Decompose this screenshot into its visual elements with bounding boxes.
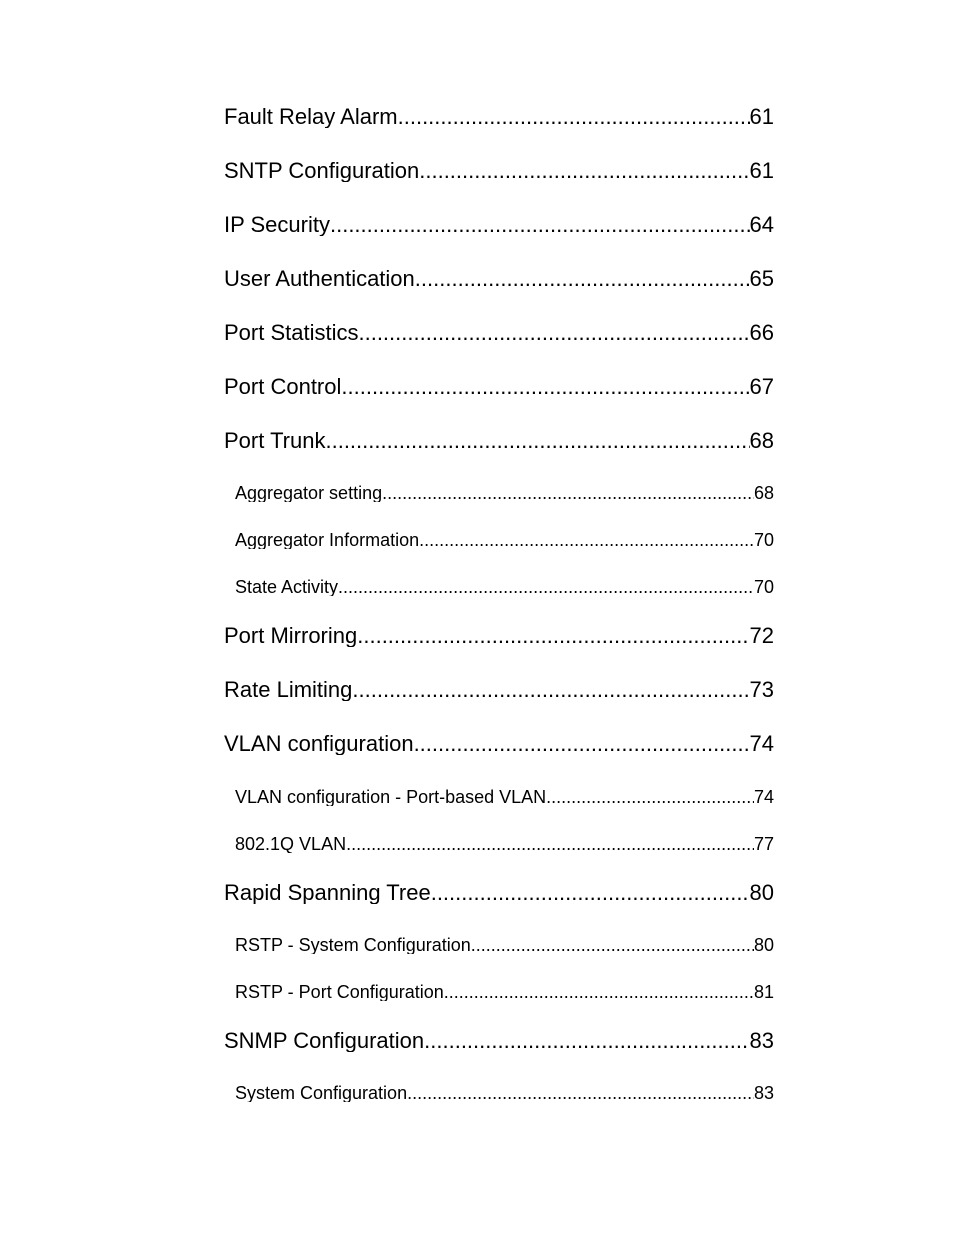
toc-entry-title: Rapid Spanning Tree: [224, 882, 431, 904]
toc-subentry[interactable]: [235, 484, 774, 502]
toc-subentry[interactable]: [235, 983, 774, 1001]
toc-entry[interactable]: [224, 679, 774, 701]
dot-leader: [325, 430, 749, 452]
dot-leader: [415, 268, 750, 290]
toc-entry[interactable]: [224, 376, 774, 398]
dot-leader: [398, 106, 750, 128]
toc-entry-page: 81: [753, 983, 774, 1001]
toc-entry-page: 61: [749, 160, 774, 182]
toc-entry-title: Port Control: [224, 376, 342, 398]
dot-leader: [471, 936, 754, 954]
toc-entry-page: 64: [749, 214, 774, 236]
toc-entry-title: User Authentication: [224, 268, 415, 290]
dot-leader: [346, 835, 754, 853]
toc-entry-page: 74: [749, 733, 774, 755]
toc-subentry[interactable]: [235, 788, 774, 806]
toc-entry[interactable]: [224, 322, 774, 344]
toc-entry-title: Aggregator setting: [235, 484, 383, 502]
dot-leader: [338, 578, 754, 596]
dot-leader: [419, 160, 749, 182]
toc-entry-page: 72: [749, 625, 774, 647]
toc-entry-title: Port Statistics: [224, 322, 359, 344]
toc-entry-title: Aggregator Information: [235, 531, 420, 549]
toc-entry-title: 802.1Q VLAN: [235, 835, 347, 853]
dot-leader: [431, 882, 750, 904]
toc-entry[interactable]: [224, 882, 774, 904]
toc-entry-page: 65: [749, 268, 774, 290]
toc-entry[interactable]: [224, 214, 774, 236]
toc-entry-title: State Activity: [235, 578, 339, 596]
dot-leader: [424, 1030, 749, 1052]
toc-subentry[interactable]: [235, 578, 774, 596]
toc-entry-title: Port Mirroring: [224, 625, 358, 647]
toc-entry-title: SNTP Configuration: [224, 160, 420, 182]
toc-entry[interactable]: [224, 106, 774, 128]
toc-entry-title: VLAN configuration - Port-based VLAN: [235, 788, 547, 806]
dot-leader: [414, 733, 750, 755]
toc-entry-page: 74: [753, 788, 774, 806]
toc-entry-title: Port Trunk: [224, 430, 326, 452]
dot-leader: [341, 376, 749, 398]
toc-entry-page: 68: [749, 430, 774, 452]
toc-entry[interactable]: [224, 1030, 774, 1052]
toc-entry-title: IP Security: [224, 214, 330, 236]
toc-entry-title: VLAN configuration: [224, 733, 414, 755]
toc-entry-page: 80: [749, 882, 774, 904]
toc-entry-page: 67: [749, 376, 774, 398]
toc-entry-page: 83: [749, 1030, 774, 1052]
toc-entry-page: 83: [753, 1084, 774, 1102]
dot-leader: [382, 484, 754, 502]
toc-entry[interactable]: [224, 625, 774, 647]
toc-entry-title: RSTP - Port Configuration: [235, 983, 444, 1001]
toc-entry-title: Rate Limiting: [224, 679, 353, 701]
dot-leader: [330, 214, 750, 236]
dot-leader: [407, 1084, 754, 1102]
toc-subentry[interactable]: [235, 1084, 774, 1102]
toc-entry-page: 77: [753, 835, 774, 853]
toc-subentry[interactable]: [235, 531, 774, 549]
dot-leader: [444, 983, 754, 1001]
dot-leader: [358, 322, 749, 344]
toc-entry-title: SNMP Configuration: [224, 1030, 425, 1052]
toc-entry-title: Fault Relay Alarm: [224, 106, 398, 128]
toc-entry-page: 68: [753, 484, 774, 502]
toc-entry[interactable]: [224, 160, 774, 182]
dot-leader: [352, 679, 749, 701]
toc-entry-page: 73: [749, 679, 774, 701]
dot-leader: [357, 625, 749, 647]
toc-entry[interactable]: [224, 430, 774, 452]
toc-subentry[interactable]: [235, 835, 774, 853]
toc-entry-page: 70: [753, 531, 774, 549]
toc-entry-page: 61: [749, 106, 774, 128]
toc-entry-page: 70: [753, 578, 774, 596]
dot-leader: [419, 531, 754, 549]
toc-entry[interactable]: [224, 268, 774, 290]
toc-entry-title: System Configuration: [235, 1084, 408, 1102]
toc-entry-page: 66: [749, 322, 774, 344]
toc-entry[interactable]: [224, 733, 774, 755]
toc-entry-title: RSTP - System Configuration: [235, 936, 471, 954]
toc-subentry[interactable]: [235, 936, 774, 954]
dot-leader: [546, 788, 754, 806]
toc-entry-page: 80: [753, 936, 774, 954]
